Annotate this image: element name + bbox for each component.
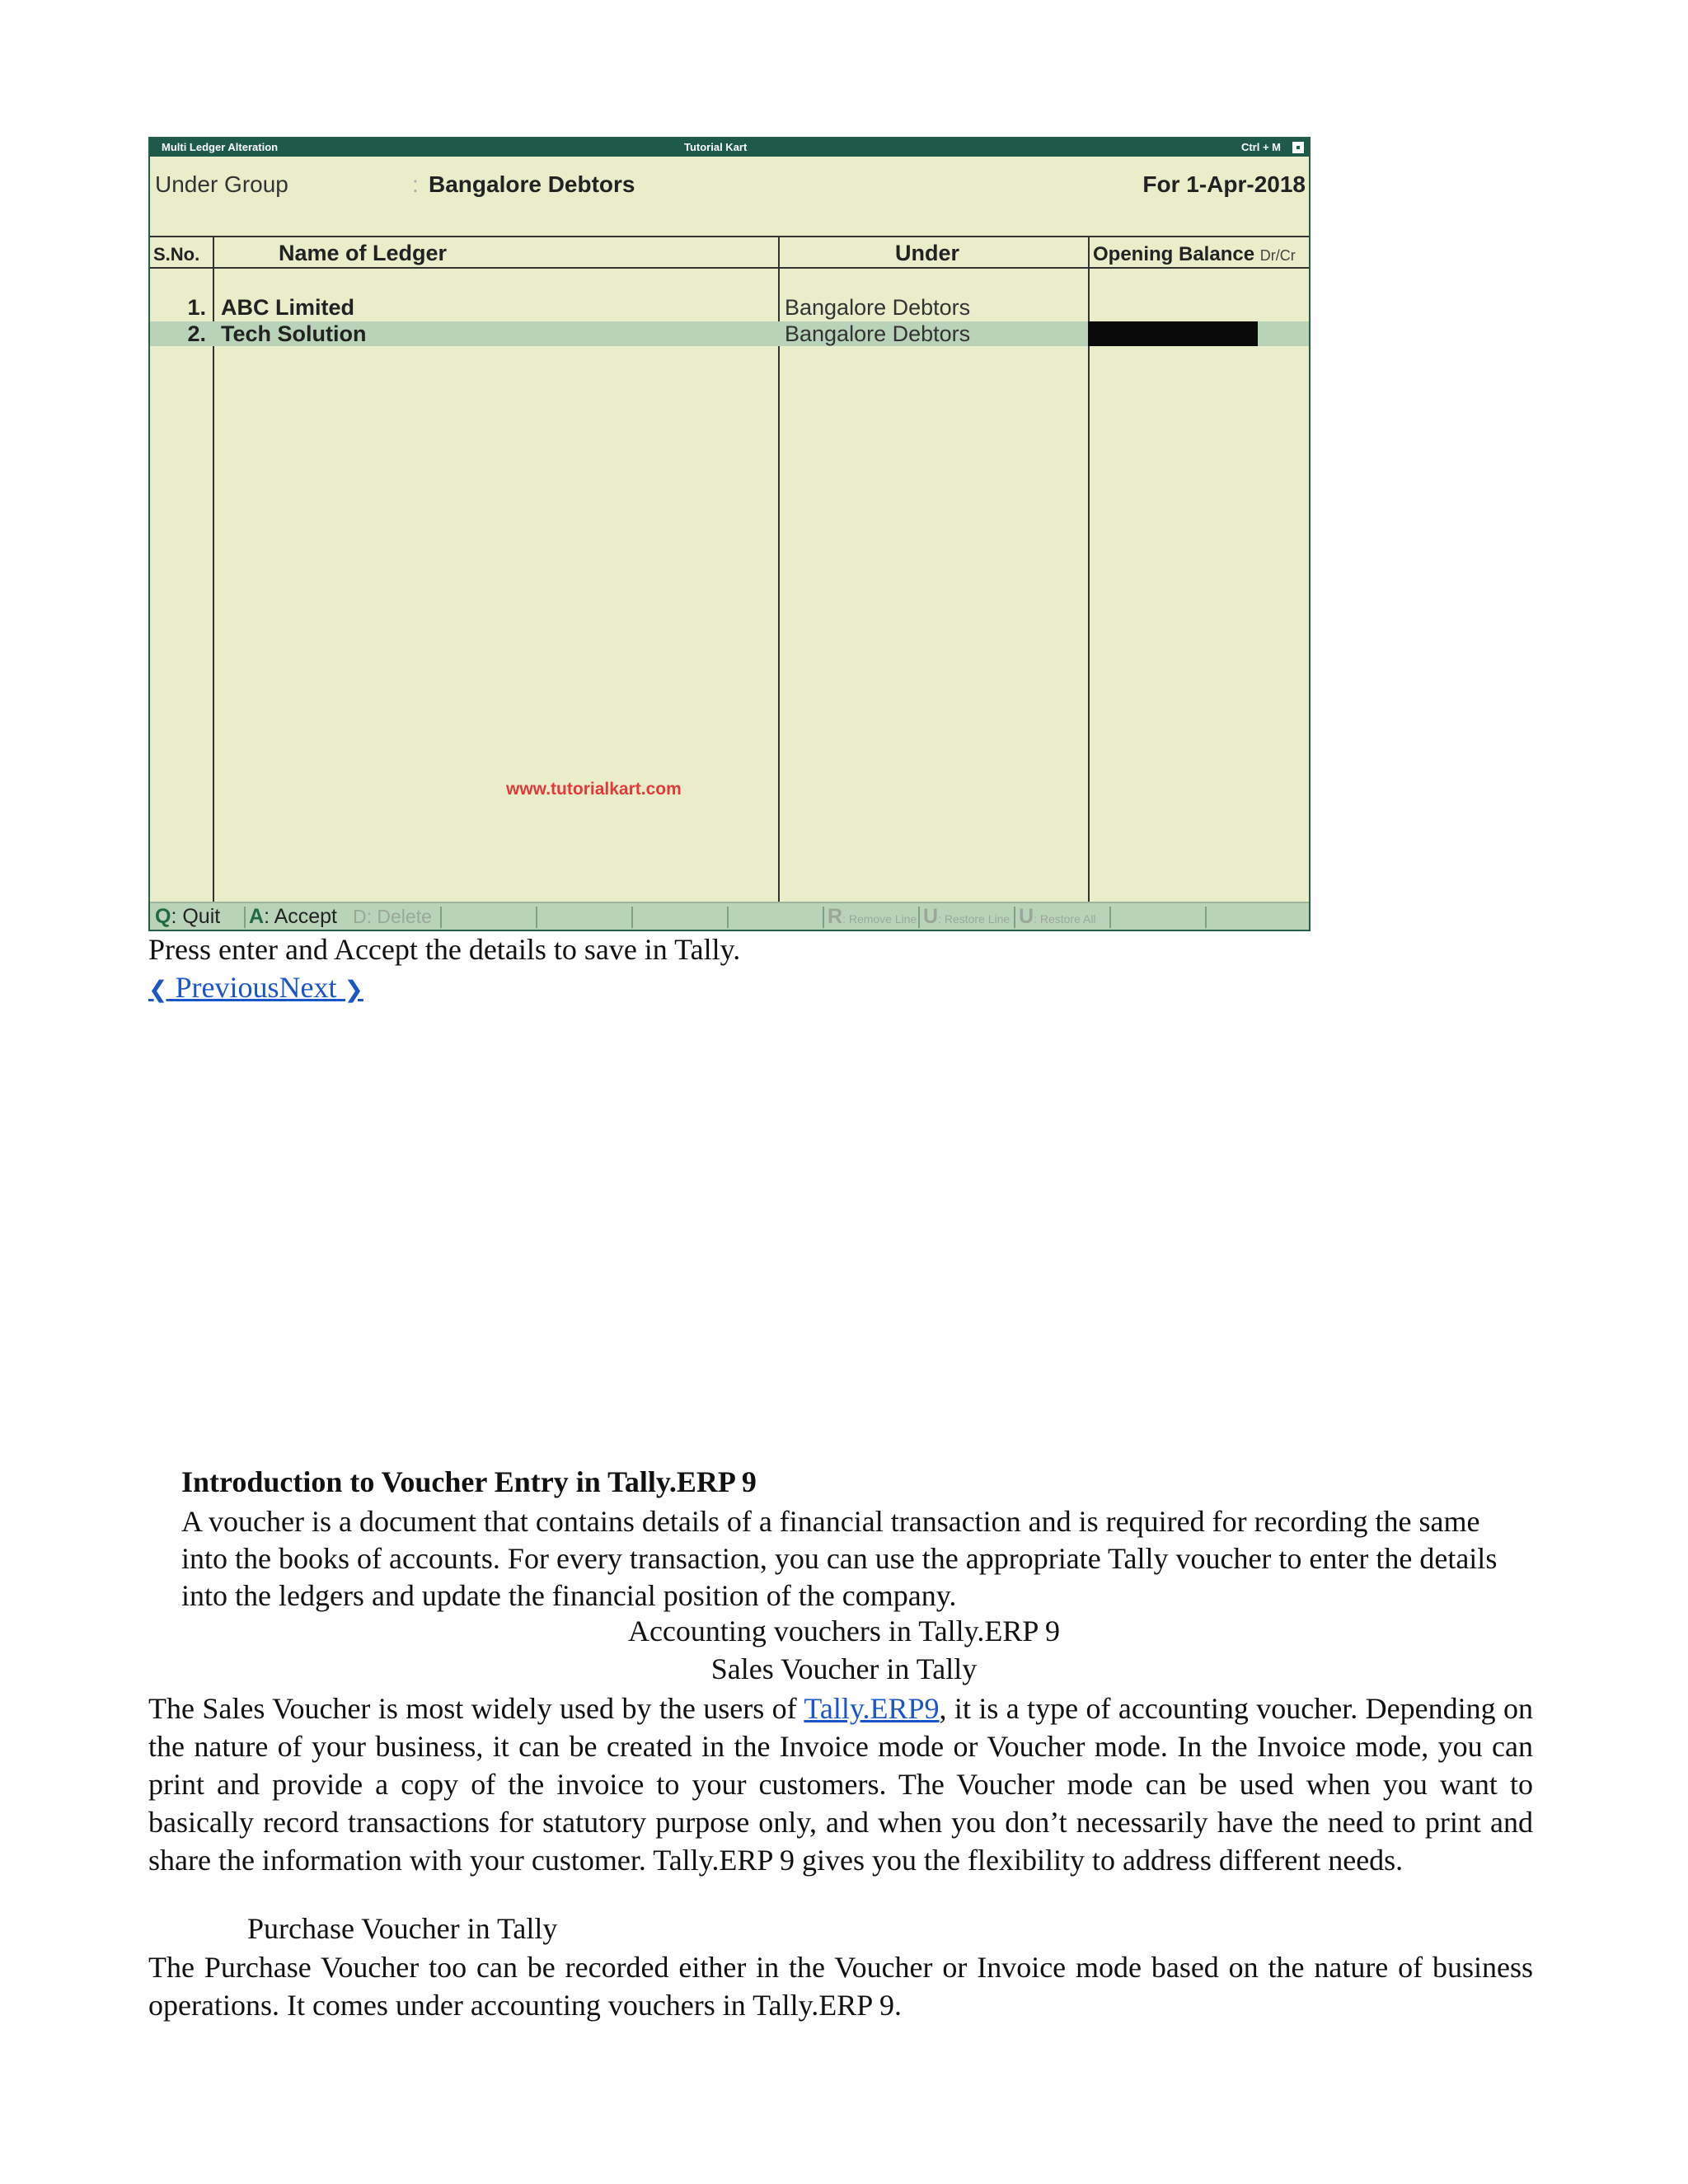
period-date: For 1-Apr-2018 — [1142, 171, 1306, 197]
quit-button[interactable]: Q: Quit — [155, 905, 221, 928]
button-separator — [1109, 907, 1111, 928]
titlebar-company: Tutorial Kart — [684, 141, 748, 153]
column-header-name: Name of Ledger — [279, 241, 448, 265]
row-sno: 2. — [187, 321, 206, 346]
ledger-under[interactable]: Bangalore Debtors — [785, 295, 971, 320]
button-separator — [727, 907, 729, 928]
ledger-name[interactable]: Tech Solution — [221, 321, 367, 346]
header-top-divider — [150, 236, 1309, 237]
button-separator — [823, 907, 824, 928]
restore-line-button[interactable]: U: Restore Line — [923, 905, 1010, 928]
column-header-under: Under — [895, 241, 960, 265]
previous-link[interactable]: Previous — [175, 971, 279, 1004]
tally-titlebar — [150, 138, 1309, 157]
button-separator — [918, 907, 920, 928]
button-separator — [244, 907, 246, 928]
next-link[interactable]: Next — [279, 971, 337, 1004]
minimize-icon[interactable] — [1292, 142, 1304, 153]
titlebar-shortcut: Ctrl + M — [1240, 141, 1281, 153]
under-group-value[interactable]: Bangalore Debtors — [429, 171, 635, 197]
button-separator — [631, 907, 633, 928]
tally-erp9-link[interactable]: Tally.ERP9 — [804, 1692, 940, 1725]
titlebar-screen-name: Multi Ledger Alteration — [162, 141, 279, 153]
button-separator — [440, 907, 442, 928]
button-bar — [150, 902, 1309, 930]
restore-all-button[interactable]: U: Restore All — [1019, 905, 1096, 928]
opening-balance-input[interactable] — [1088, 321, 1258, 346]
purchase-voucher-heading: Purchase Voucher in Tally — [247, 1912, 558, 1945]
ledger-name[interactable]: ABC Limited — [221, 295, 354, 320]
intro-paragraph: A voucher is a document that contains details of a financial transaction and is required for recording the same into the books of accounts. For every transaction, you can use the appropriate Tally voucher to enter the details into the ledgers and update the financial position of the company. — [181, 1505, 1498, 1612]
under-group-colon: : — [412, 171, 419, 197]
under-group-label: Under Group — [155, 171, 288, 197]
column-header-sno: S.No. — [153, 244, 200, 265]
opening-balance-label: Opening Balance — [1093, 243, 1255, 265]
column-header-opening — [1093, 243, 1296, 266]
header-bottom-divider — [150, 267, 1309, 269]
button-separator — [1014, 907, 1015, 928]
chevron-left-icon: ❮ — [148, 976, 168, 1003]
tally-screenshot — [148, 137, 1311, 931]
button-separator — [1205, 907, 1207, 928]
screenshot-caption: Press enter and Accept the details to save in Tally. — [148, 933, 741, 966]
drcr-label: Dr/Cr — [1259, 247, 1296, 264]
button-separator — [536, 907, 537, 928]
row-sno: 1. — [187, 295, 206, 320]
delete-button[interactable]: D: Delete — [353, 906, 432, 927]
watermark: www.tutorialkart.com — [506, 780, 682, 799]
accounting-vouchers-heading: Accounting vouchers in Tally.ERP 9 — [627, 1615, 1061, 1647]
ledger-under[interactable]: Bangalore Debtors — [785, 321, 971, 346]
sales-voucher-heading: Sales Voucher in Tally — [710, 1652, 978, 1685]
accept-button[interactable]: A: Accept — [249, 905, 338, 928]
pagination-links — [148, 969, 363, 1008]
intro-heading: Introduction to Voucher Entry in Tally.ERP 9 — [181, 1465, 757, 1498]
chevron-right-icon: ❯ — [344, 976, 363, 1003]
purchase-paragraph: The Purchase Voucher too can be recorded either in the Voucher or Invoice mode based on the nature of business operations. It comes under accounting vouchers in Tally.ERP 9. — [148, 1951, 1533, 2022]
remove-line-button[interactable]: R: Remove Line — [828, 905, 917, 928]
sales-paragraph: The Sales Voucher is most widely used by the users of Tally.ERP9, it is a type of accounting voucher. Depending on the nature of your business, it can be created in the Invoice mode or Voucher mode. In the Invoice mode, you can print and provide a copy of the invoice to your customers. The Voucher mode can be used when you want to basically record transactions for statutory purpose only, and when you don’t necessarily have the need to print and share the information with your customer. Tally.ERP 9 gives you the flexibility to address different needs. — [148, 1692, 1533, 1877]
